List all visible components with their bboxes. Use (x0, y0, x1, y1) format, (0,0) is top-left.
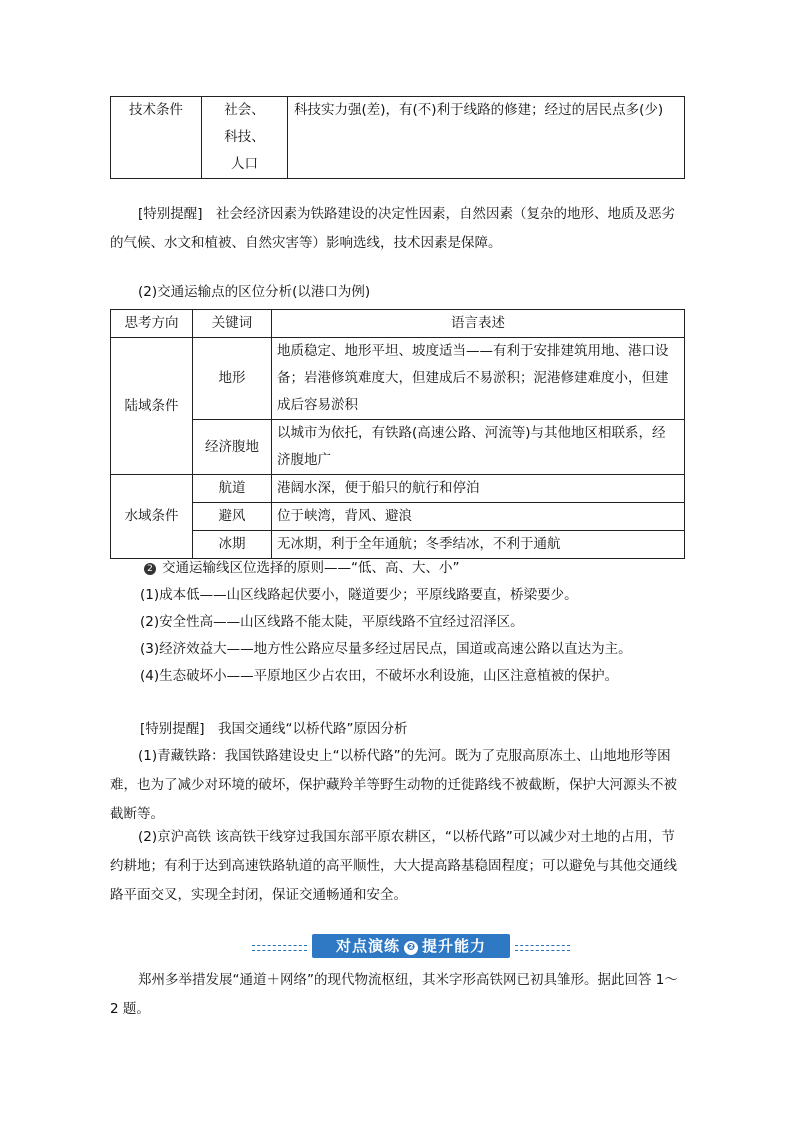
direction-cell: 水域条件 (111, 475, 193, 559)
keyword-cell: 航道 (193, 475, 272, 503)
table-row (111, 531, 685, 559)
principles-title (144, 558, 460, 578)
description-cell: 位于峡湾，背风、避浪 (272, 503, 685, 531)
header-keyword: 关键词 (193, 310, 272, 338)
principle-item: (1)成本低——山区线路起伏要小，隧道要少；平原线路要直，桥梁要少。 (140, 587, 578, 603)
header-desc: 语言表述 (272, 310, 685, 338)
description-cell: 以城市为依托，有铁路(高速公路、河流等)与其他地区相联系，经济腹地广 (272, 420, 685, 475)
note-paragraph: (1)青藏铁路：我国铁路建设史上“以桥代路”的先河。既为了克服高原冻土、山地地形等困难，也为了减少对环境的破坏，保护藏羚羊等野生动物的迁徙路线不被截断，保护大河源头不被截断等。 (110, 748, 677, 822)
principle-item: (2)安全性高——山区线路不能太陡，平原线路不宜经过沼泽区。 (140, 614, 524, 630)
table-row (111, 338, 685, 420)
banner-right-decoration (515, 945, 570, 951)
note-label: [特别提醒] (140, 721, 205, 737)
header-direction: 思考方向 (111, 310, 193, 338)
principle-item: (4)生态破坏小——平原地区少占农田，不破坏水利设施，山区注意植被的保护。 (140, 668, 619, 684)
number-2-icon: 2 (144, 563, 156, 575)
banner-right-text: 提升能力 (422, 937, 487, 955)
principle-item: (3)经济效益大——地方性公路应尽量多经过居民点，国道或高速公路以直达为主。 (140, 641, 632, 657)
banner-badge-icon: ❷ (404, 941, 418, 955)
table-row (111, 503, 685, 531)
description-cell: 港阔水深，便于船只的航行和停泊 (272, 475, 685, 503)
keyword-cell: 经济腹地 (193, 420, 272, 475)
description-cell: 无冰期，利于全年通航；冬季结冰，不利于通航 (272, 531, 685, 559)
table-row (111, 420, 685, 475)
table-row (111, 97, 685, 179)
direction-cell: 陆域条件 (111, 338, 193, 475)
special-note-1 (110, 200, 686, 258)
keyword-cell (202, 97, 288, 179)
keyword-cell: 冰期 (193, 531, 272, 559)
port-location-table (110, 309, 685, 559)
banner-left-text: 对点演练 (335, 937, 400, 955)
keyword-cell: 避风 (193, 503, 272, 531)
table-row (111, 475, 685, 503)
practice-banner (252, 934, 570, 960)
banner-left-decoration (252, 945, 307, 951)
question-intro: 郑州多举措发展“通道＋网络”的现代物流枢纽，其米字形高铁网已初具雏形。据此回答 1～2 题。 (110, 972, 678, 1017)
keyword-cell: 地形 (193, 338, 272, 420)
note-text: 社会经济因素为铁路建设的决定性因素，自然因素（复杂的地形、地质及恶劣的气候、水文和植被、自然灾害等）影响选线，技术因素是保障。 (110, 206, 676, 251)
table-header-row (111, 310, 685, 338)
banner-label (312, 934, 510, 958)
description-cell: 科技实力强(差)，有(不)利于线路的修建；经过的居民点多(少) (288, 97, 685, 179)
keyword-line: 社会、 (224, 102, 265, 118)
special-note-2-title (140, 719, 408, 739)
note-title: 我国交通线“以桥代路”原因分析 (218, 721, 408, 737)
note-label: [特别提醒] (138, 206, 203, 222)
factor-cell: 技术条件 (111, 97, 202, 179)
keyword-line: 科技、 (224, 129, 265, 145)
tech-conditions-table (110, 96, 685, 179)
note-paragraph: (2)京沪高铁 该高铁干线穿过我国东部平原农耕区，“以桥代路”可以减少对土地的占用，节约耕地；有利于达到高速铁路轨道的高平顺性，大大提高路基稳固程度；可以避免与其他交通线路平面交叉，实现全封闭，保证交通畅通和安全。 (110, 829, 677, 903)
section-title: (2)交通运输点的区位分析(以港口为例) (138, 284, 371, 300)
keyword-line: 人口 (231, 156, 258, 172)
principles-title-text: 交通运输线区位选择的原则——“低、高、大、小” (162, 560, 460, 576)
description-cell: 地质稳定、地形平坦、坡度适当——有利于安排建筑用地、港口设备；岩港修筑难度大，但建成后不易淤积；泥港修建难度小，但建成后容易淤积 (272, 338, 685, 420)
